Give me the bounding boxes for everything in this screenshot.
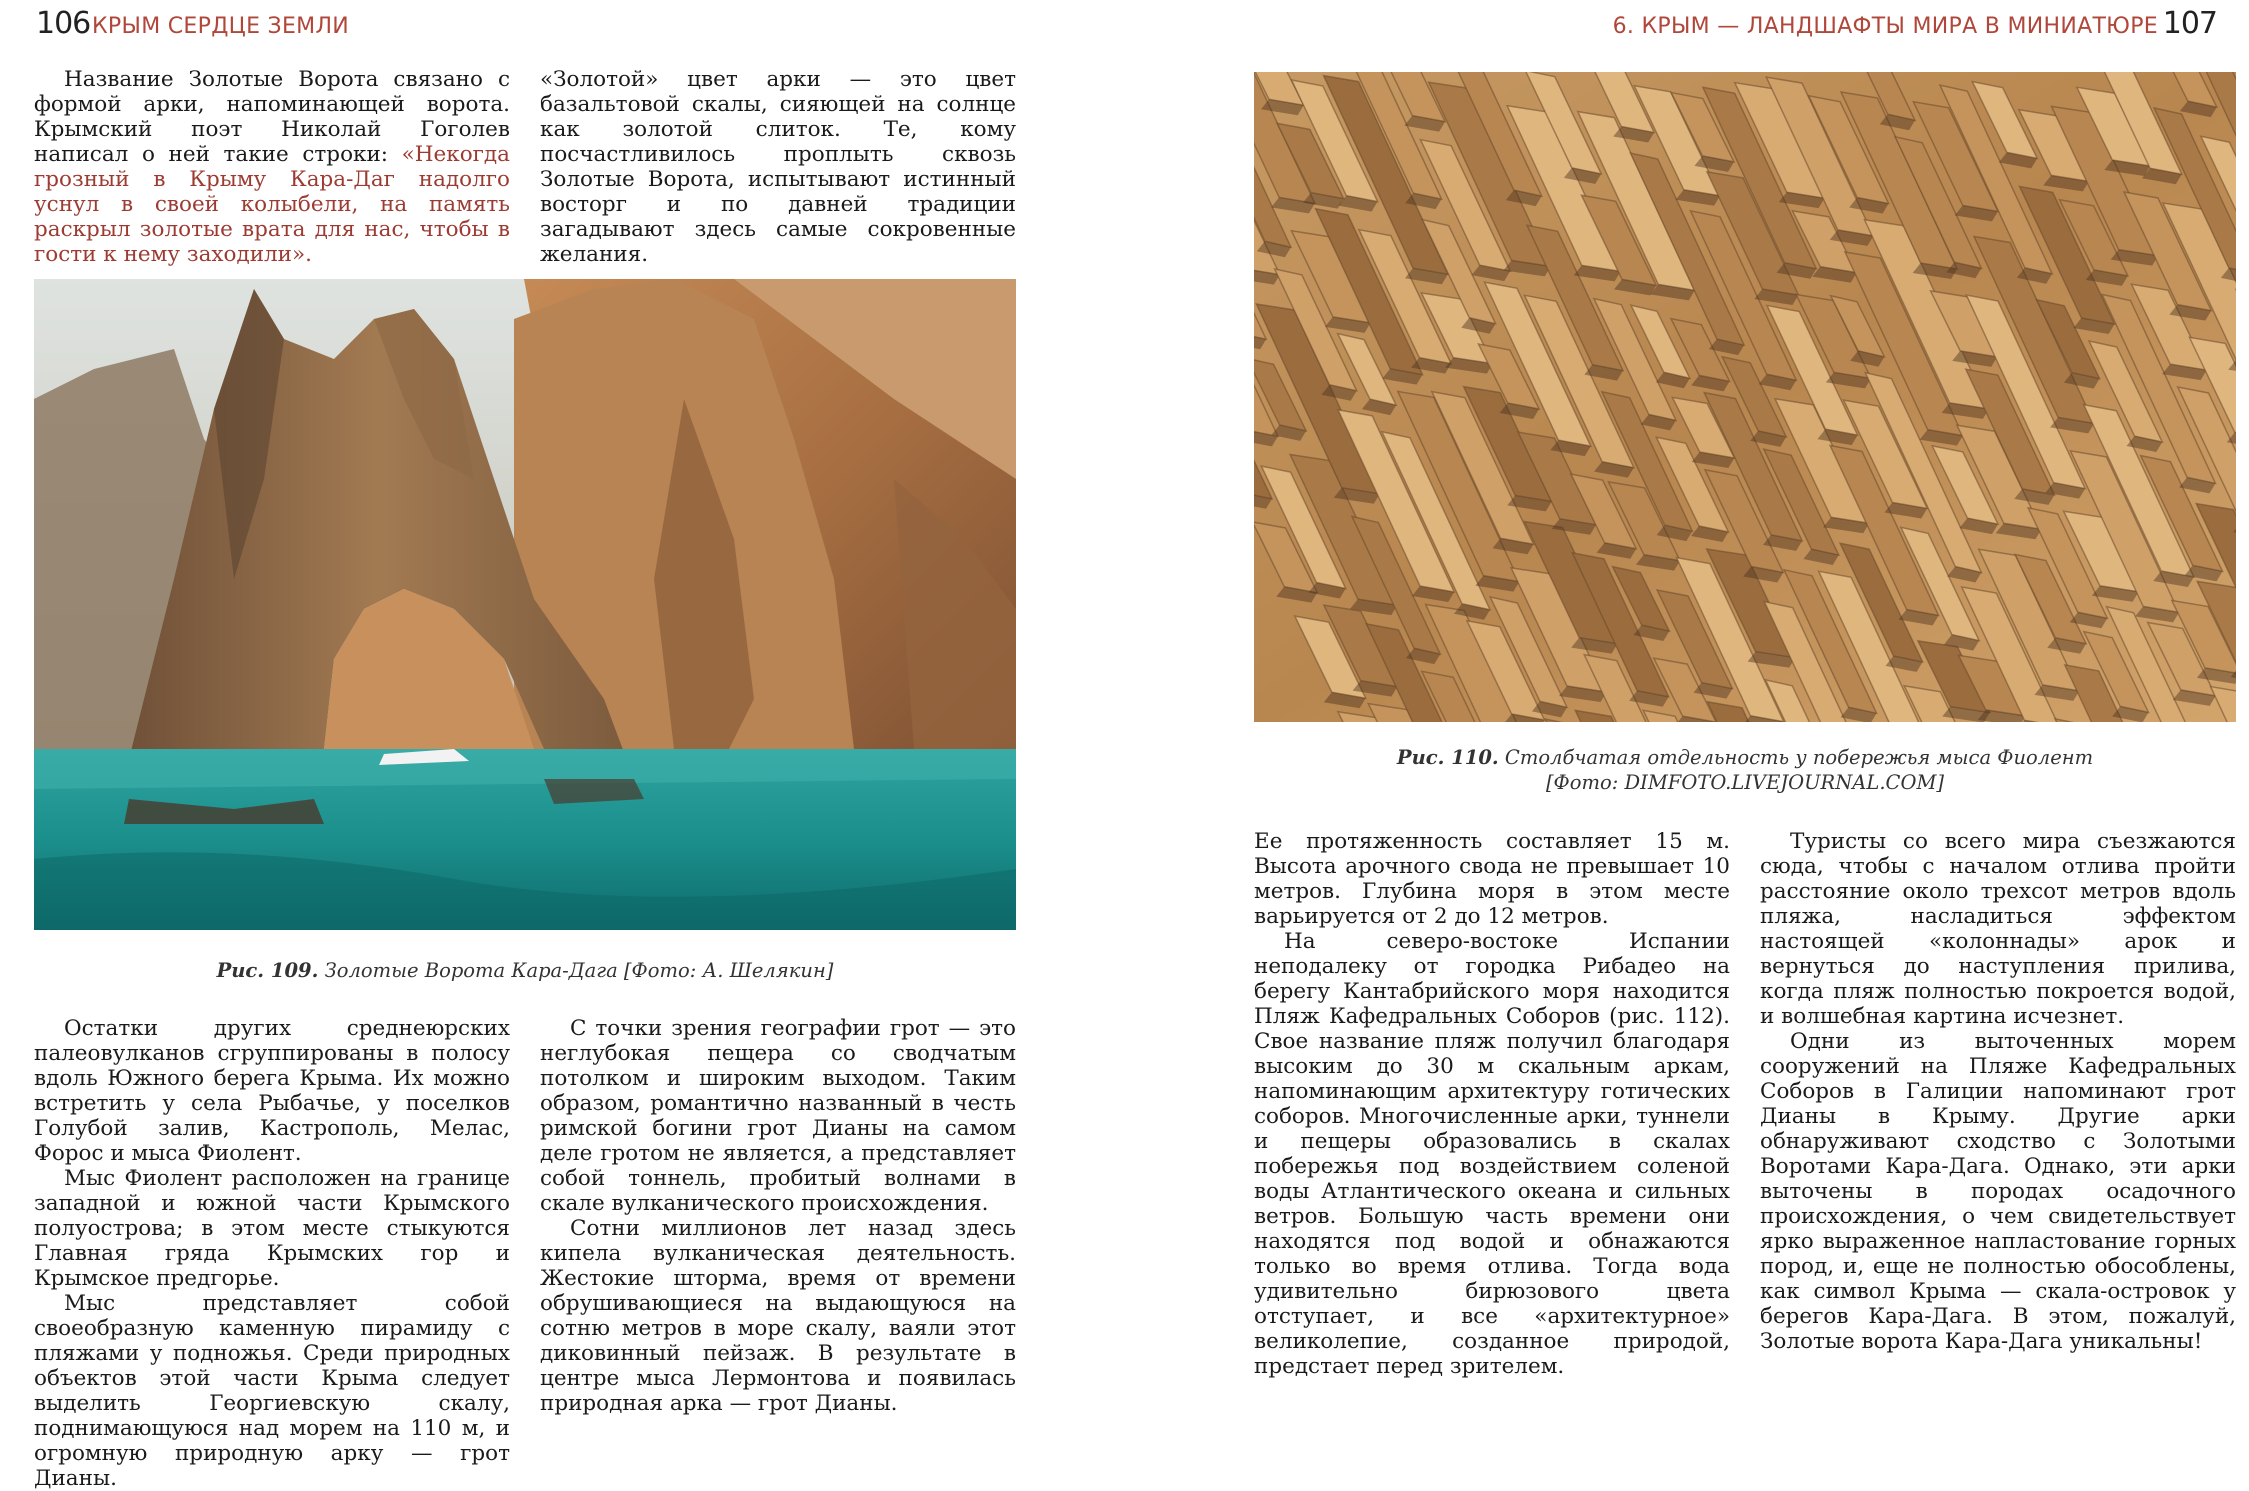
left-page-number: 106 <box>36 6 90 41</box>
right-bottom-col2-p2: Одни из выточенных морем сооружений на Пляже Кафедральных Соборов в Галиции напоминают грот Дианы в Крыму. Другие арки обнаруживают сходство с Золотыми Воротами Кара-Дага. Однако, эти арки выточены в породах осадочного происхождения, о чем свидетельствует ярко выраженное напластование горных пород, и, еще не полностью обособлены, как символ Крыма — скала-островок у берегов Кара-Дага. В этом, пожалуй, Золотые ворота Кара-Дага уникальны! <box>1760 1029 2236 1354</box>
right-bottom-col2-p1: Туристы со всего мира съезжаются сюда, чтобы с началом отлива пройти расстояние около трехсот метров вдоль пляжа, насладиться эффектом настоящей «колоннады» арок и вернуться до наступления прилива, когда пляж полностью покроется водой, и волшебная картина исчезнет. <box>1760 829 2236 1029</box>
left-top-col1-text: Название Золотые Ворота связано с формой арки, напоминающей ворота. Крымский поэт Николай Гоголев написал о ней такие строки: <box>34 67 510 167</box>
left-bottom-col2-p2: Сотни миллионов лет назад здесь кипела вулканическая деятельность. Жестокие шторма, время от времени обрушивающиеся на выдающуюся на сотню метров в море скалу, ваяли этот диковинный пейзаж. В результате в центре мыса Лермонтова и появилась природная арка — грот Дианы. <box>540 1216 1016 1416</box>
fig109-photo-golden-gate <box>34 279 1016 930</box>
left-bottom-col1-p2: Мыс Фиолент расположен на границе западной и южной части Крымского полуострова; в этом месте стыкуются Главная гряда Крымских гор и Крымское предгорье. <box>34 1166 510 1291</box>
right-bottom-col1-p2: На северо-востоке Испании неподалеку от городка Рибадео на берегу Кантабрийского моря находится Пляж Кафедральных Соборов (рис. 112). Свое название пляж получил благодаря высоким до 30 м скальным аркам, напоминающим архитектуру готических соборов. Многочисленные арки, туннели и пещеры образовались в скалах побережья под воздействием соленой воды Атлантического океана и сильных ветров. Большую часть времени они находятся под водой и обнажаются только во время отлива. Тогда вода удивительно бирюзового цвета отступает, и все «архитектурное» великолепие, созданное природой, предстает перед зрителем. <box>1254 929 1730 1379</box>
left-top-col2 <box>540 67 1016 267</box>
fig109-caption-text: Золотые Ворота Кара-Дага [Фото: А. Шелякин] <box>325 959 834 982</box>
gogolev-quote: «Некогда грозный в Крыму Кара-Даг надолго уснул в своей колыбели, на память раскрыл золотые врата для нас, чтобы в гости к нему заходили». <box>34 142 510 267</box>
left-running-title: КРЫМ СЕРДЦЕ ЗЕМЛИ <box>92 14 349 39</box>
left-bottom-col2 <box>540 1016 1016 1416</box>
right-page-number: 107 <box>2163 6 2217 41</box>
fig110-caption-label: Рис. 110. <box>1397 746 1499 769</box>
fig110-caption-source: [Фото: DIMFOTO.LIVEJOURNAL.COM] <box>1254 770 2236 795</box>
fig109-caption <box>34 958 1016 983</box>
fig110-caption <box>1254 745 2236 795</box>
left-bottom-col1-p3: Мыс представляет собой своеобразную каменную пирамиду с пляжами у подножья. Среди природных объектов этой части Крыма следует выделить Георгиевскую скалу, поднимающуюся над морем на 110 м, и огромную природную арку — грот Дианы. <box>34 1291 510 1491</box>
right-bottom-col1-p1: Ее протяженность составляет 15 м. Высота арочного свода не превышает 10 метров. Глубина моря в этом месте варьируется от 2 до 12 метров. <box>1254 829 1730 929</box>
left-bottom-col1-p1: Остатки других среднеюрских палеовулканов сгруппированы в полосу вдоль Южного берега Крыма. Их можно встретить у села Рыбачье, у поселков Голубой залив, Кастрополь, Мелас, Форос и мыса Фиолент. <box>34 1016 510 1166</box>
left-top-col2-text: «Золотой» цвет арки — это цвет базальтовой скалы, сияющей на солнце как золотой слиток. Те, кому посчастливилось проплыть сквозь Золотые Ворота, испытывают истинный восторг и по давней традиции загадывают здесь самые сокровенные желания. <box>540 67 1016 267</box>
left-top-col1 <box>34 67 510 267</box>
left-bottom-col1 <box>34 1016 510 1491</box>
fig110-caption-text: Столбчатая отдельность у побережья мыса Фиолент <box>1505 746 2093 769</box>
right-running-title: 6. КРЫМ — ЛАНДШАФТЫ МИРА В МИНИАТЮРЕ <box>1613 14 2158 39</box>
fig110-photo-columnar-basalt <box>1254 72 2236 722</box>
fig109-caption-label: Рис. 109. <box>217 959 319 982</box>
right-bottom-col1 <box>1254 829 1730 1379</box>
right-bottom-col2 <box>1760 829 2236 1354</box>
left-bottom-col2-p1: С точки зрения географии грот — это неглубокая пещера со сводчатым потолком и широким выходом. Таким образом, романтично названный в честь римской богини грот Дианы на самом деле гротом не является, а представляет собой тоннель, пробитый волнами в скале вулканического происхождения. <box>540 1016 1016 1216</box>
